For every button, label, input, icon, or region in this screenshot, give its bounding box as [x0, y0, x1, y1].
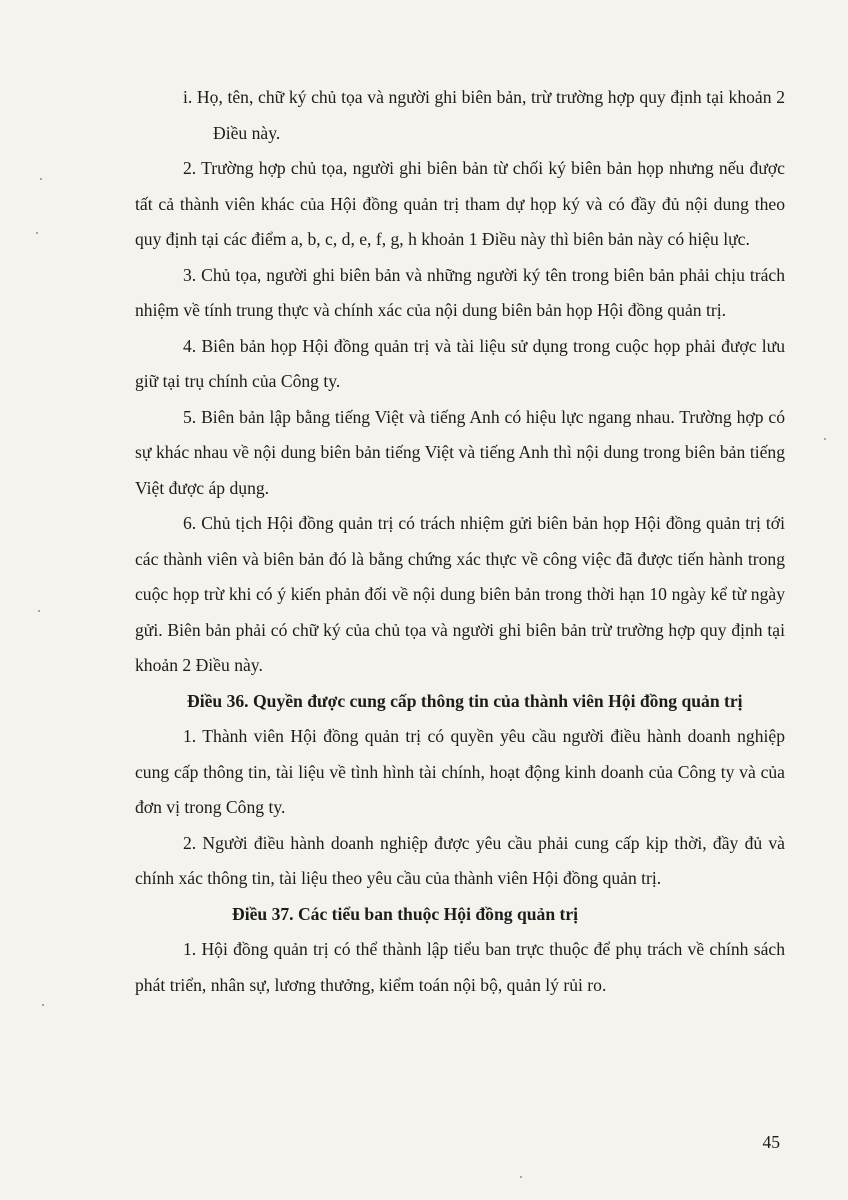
scan-speck — [520, 1176, 522, 1178]
page-number: 45 — [762, 1132, 780, 1152]
scan-speck — [38, 610, 40, 612]
article-36-clause-2: 2. Người điều hành doanh nghiệp được yêu cầu phải cung cấp kịp thời, đầy đủ và chính xác thông tin, tài liệu theo yêu cầu của thành viên Hội đồng quản trị. — [135, 832, 785, 888]
scan-speck — [42, 1004, 44, 1006]
clause-4-paragraph: 4. Biên bản họp Hội đồng quản trị và tài liệu sử dụng trong cuộc họp phải được lưu giữ tại trụ chính của Công ty. — [135, 335, 785, 391]
article-37-clause-1: 1. Hội đồng quản trị có thể thành lập tiểu ban trực thuộc để phụ trách về chính sách phát triển, nhân sự, lương thưởng, kiểm toán nội bộ, quản lý rủi ro. — [135, 939, 785, 995]
article-36-heading: Điều 36. Quyền được cung cấp thông tin của thành viên Hội đồng quản trị — [187, 690, 743, 711]
scan-speck — [36, 232, 38, 234]
article-37-heading: Điều 37. Các tiểu ban thuộc Hội đồng quản trị — [232, 903, 579, 924]
document-body — [135, 80, 785, 1003]
article-36-clause-1: 1. Thành viên Hội đồng quản trị có quyền yêu cầu người điều hành doanh nghiệp cung cấp thông tin, tài liệu về tình hình tài chính, hoạt động kinh doanh của Công ty và của đơn vị trong Công ty. — [135, 726, 785, 817]
item-i-paragraph: i. Họ, tên, chữ ký chủ tọa và người ghi biên bản, trừ trường hợp quy định tại khoản 2 Điều này. — [183, 87, 785, 143]
clause-5-paragraph: 5. Biên bản lập bằng tiếng Việt và tiếng Anh có hiệu lực ngang nhau. Trường hợp có sự khác nhau về nội dung biên bản tiếng Việt và tiếng Anh thì nội dung trong biên bản tiếng Việt được áp dụng. — [135, 406, 785, 498]
scan-speck — [40, 178, 42, 180]
scan-speck — [824, 438, 826, 440]
clause-2-paragraph: 2. Trường hợp chủ tọa, người ghi biên bản từ chối ký biên bản họp nhưng nếu được tất cả thành viên khác của Hội đồng quản trị tham dự họp ký và có đầy đủ nội dung theo quy định tại các điểm a, b, c, d, e, f, g, h khoản 1 Điều này thì biên bản này có hiệu lực. — [135, 158, 785, 249]
clause-3-paragraph: 3. Chủ tọa, người ghi biên bản và những người ký tên trong biên bản phải chịu trách nhiệm về tính trung thực và chính xác của nội dung biên bản họp Hội đồng quản trị. — [135, 264, 785, 320]
clause-6-paragraph: 6. Chủ tịch Hội đồng quản trị có trách nhiệm gửi biên bản họp Hội đồng quản trị tới các thành viên và biên bản đó là bằng chứng xác thực về công việc đã được tiến hành trong cuộc họp trừ khi có ý kiến phản đối về nội dung biên bản trong thời hạn 10 ngày kể từ ngày gửi. Biên bản phải có chữ ký của chủ tọa và người ghi biên bản trừ trường hợp quy định tại khoản 2 Điều này. — [135, 513, 785, 675]
